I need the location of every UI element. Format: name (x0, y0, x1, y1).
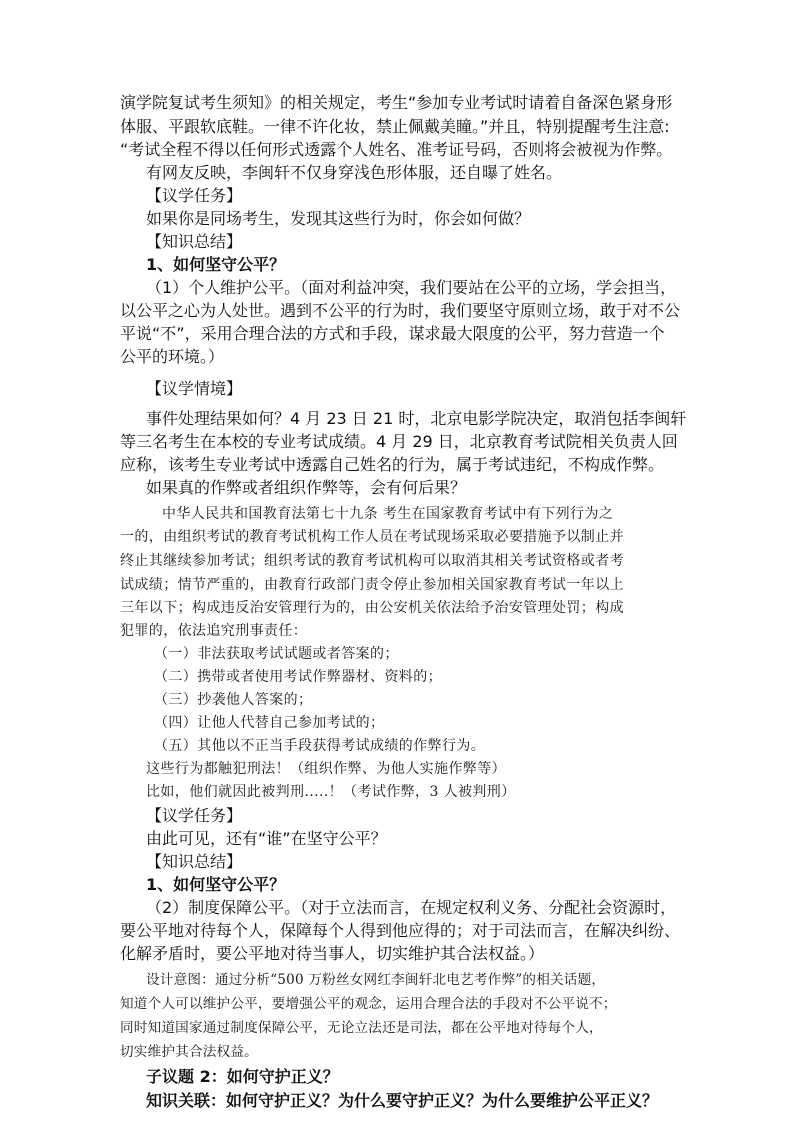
design-intent-line: 同时知道国家通过制度保障公平，无论立法还是司法，都在公平地对待每个人， (120, 1020, 603, 1036)
summary-paragraph-line: （2）制度保障公平。（对于立法而言，在规定权利义务、分配社会资源时， (146, 898, 677, 917)
intro-line-2: 体服、平跟软底鞋。一律不许化妆，禁止佩戴美瞳。”并且，特别提醒考生注意: (120, 117, 670, 136)
design-intent-line: 知道个人可以维护公平，要增强公平的观念，运用合理合法的手段对不公平说不； (120, 996, 617, 1012)
law-item: （五）其他以不正当手段获得考试成绩的作弊行为。 (154, 738, 486, 754)
law-line: 终止其继续参加考试；组织考试的教育考试机构可以取消其相关考试资格或者考 (120, 553, 624, 569)
summary-paragraph-line: （1）个人维护公平。（面对利益冲突，我们要站在公平的立场，学会担当， (146, 278, 677, 297)
law-item: （四）让他人代替自己参加考试的； (154, 715, 385, 731)
knowledge-link: 知识关联：如何守护正义？为什么要守护正义？为什么要维护公平正义？ (146, 1091, 659, 1110)
scenario-paragraph-line: 事件处理结果如何？4 月 23 日 21 时，北京电影学院决定，取消包括李闽轩 (146, 409, 687, 428)
summary-paragraph-line: 以公平之心为人处世。遇到不公平的行为时，我们要坚守原则立场，敢于对不公 (120, 301, 681, 320)
task-heading: 【议学任务】 (146, 806, 243, 825)
task-question: 如果你是同场考生，发现其这些行为时，你会如何做？ (146, 209, 531, 228)
scenario-question: 如果真的作弊或者组织作弊等，会有何后果？ (146, 478, 467, 497)
summary-heading: 【知识总结】 (146, 852, 243, 871)
law-line: 三年以下；构成违反治安管理行为的，由公安机关依法给予治安管理处罚；构成 (120, 600, 624, 616)
summary-paragraph-line: 要公平地对待每个人，保障每个人得到他应得的；对于司法而言，在解决纠纷、 (120, 921, 681, 940)
scenario-paragraph-line: 等三名考生在本校的专业考试成绩。4 月 29 日，北京教育考试院相关负责人回 (120, 432, 678, 451)
law-item: （一）非法获取考试试题或者答案的； (154, 646, 399, 662)
intro-line-4: 有网友反映，李闽轩不仅身穿浅色形体服，还自曝了姓名。 (146, 163, 563, 182)
task-heading: 【议学任务】 (146, 186, 243, 205)
law-line: 中华人民共和国教育法第七十九条 考生在国家教育考试中有下列行为之 (162, 506, 614, 522)
intro-line-1: 演学院复试考生须知》的相关规定，考生“参加专业考试时请着自备深色紧身形 (120, 93, 673, 112)
law-item: （二）携带或者使用考试作弊器材、资料的； (154, 669, 442, 685)
intro-line-3: “考试全程不得以任何形式透露个人姓名、准考证号码，否则将会被视为作弊。 (120, 140, 673, 159)
task-question: 由此可见，还有“谁”在坚守公平？ (146, 829, 387, 848)
summary-subheading: 1、如何坚守公平？ (146, 255, 286, 274)
summary-paragraph-line: 平说“不”，采用合理合法的方式和手段，谋求最大限度的公平，努力营造一个 (120, 324, 665, 343)
summary-paragraph-line: 公平的环境。） (120, 347, 225, 366)
summary-subheading: 1、如何坚守公平？ (146, 875, 286, 894)
design-intent-line: 设计意图：通过分析“500 万粉丝女网红李闽轩北电艺考作弊”的相关话题， (146, 972, 606, 988)
summary-heading: 【知识总结】 (146, 232, 243, 251)
law-line: 试成绩；情节严重的，由教育行政部门责令停止参加相关国家教育考试一年以上 (120, 577, 624, 593)
subtopic-title: 子议题 2：如何守护正义？ (146, 1067, 339, 1086)
law-note: 比如，他们就因此被判刑.....！（考试作弊，3 人被判刑） (146, 784, 516, 800)
law-note: 这些行为都触犯刑法！（组织作弊、为他人实施作弊等） (146, 761, 506, 777)
law-item: （三）抄袭他人答案的； (154, 692, 313, 708)
scenario-paragraph-line: 应称，该考生专业考试中透露自己姓名的行为，属于考试违纪，不构成作弊。 (120, 455, 665, 474)
law-line: 一的，由组织考试的教育考试机构工作人员在考试现场采取必要措施予以制止并 (120, 529, 624, 545)
law-line: 犯罪的，依法追究刑事责任： (120, 623, 308, 639)
design-intent-line: 切实维护其合法权益。 (120, 1044, 258, 1060)
scenario-heading: 【议学情境】 (146, 379, 243, 398)
summary-paragraph-line: 化解矛盾时，要公平地对待当事人，切实维护其合法权益。） (120, 944, 545, 963)
